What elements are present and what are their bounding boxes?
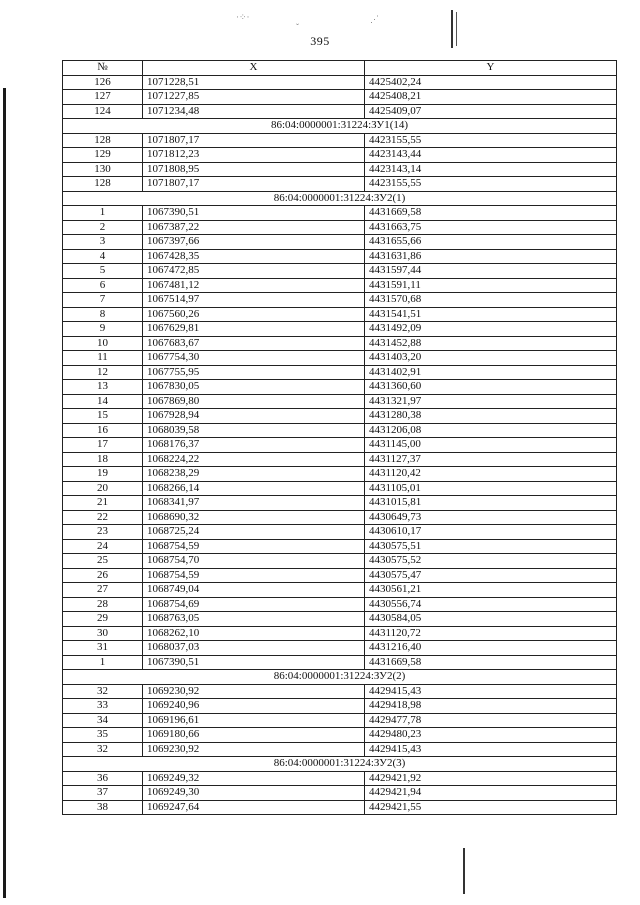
table-row	[63, 278, 617, 293]
y-coordinate: 4431321,97	[365, 394, 617, 409]
point-number: 26	[63, 568, 143, 583]
table-row	[63, 641, 617, 656]
x-coordinate: 1071807,17	[143, 133, 365, 148]
x-coordinate: 1069247,64	[143, 800, 365, 815]
y-coordinate: 4429477,78	[365, 713, 617, 728]
y-coordinate: 4431591,11	[365, 278, 617, 293]
table-row	[63, 380, 617, 395]
y-coordinate: 4431206,08	[365, 423, 617, 438]
section-header-row	[63, 119, 617, 134]
x-coordinate: 1068754,59	[143, 568, 365, 583]
table-row	[63, 409, 617, 424]
y-coordinate: 4431655,66	[365, 235, 617, 250]
y-coordinate: 4431280,38	[365, 409, 617, 424]
point-number: 4	[63, 249, 143, 264]
table-row	[63, 365, 617, 380]
y-coordinate: 4429421,94	[365, 786, 617, 801]
y-coordinate: 4431631,86	[365, 249, 617, 264]
point-number: 33	[63, 699, 143, 714]
point-number: 2	[63, 220, 143, 235]
table-row	[63, 162, 617, 177]
parcel-id: 86:04:0000001:31224:ЗУ1(14)	[63, 119, 617, 134]
y-coordinate: 4431127,37	[365, 452, 617, 467]
table-row	[63, 336, 617, 351]
point-number: 1	[63, 206, 143, 221]
point-number: 36	[63, 771, 143, 786]
x-coordinate: 1067428,35	[143, 249, 365, 264]
table-row	[63, 90, 617, 105]
x-coordinate: 1067472,85	[143, 264, 365, 279]
table-row	[63, 771, 617, 786]
point-number: 127	[63, 90, 143, 105]
table-row	[63, 423, 617, 438]
point-number: 10	[63, 336, 143, 351]
column-header-y: Y	[365, 61, 617, 76]
x-coordinate: 1067514,97	[143, 293, 365, 308]
point-number: 6	[63, 278, 143, 293]
scan-dust: ·⁘·	[236, 12, 250, 22]
table-row	[63, 235, 617, 250]
table-row	[63, 220, 617, 235]
y-coordinate: 4425402,24	[365, 75, 617, 90]
y-coordinate: 4429480,23	[365, 728, 617, 743]
table-row	[63, 568, 617, 583]
y-coordinate: 4431669,58	[365, 655, 617, 670]
table-row	[63, 438, 617, 453]
y-coordinate: 4431597,44	[365, 264, 617, 279]
x-coordinate: 1067830,05	[143, 380, 365, 395]
page-number: 395	[310, 34, 330, 48]
point-number: 18	[63, 452, 143, 467]
x-coordinate: 1071234,48	[143, 104, 365, 119]
table-row	[63, 612, 617, 627]
x-coordinate: 1068754,70	[143, 554, 365, 569]
y-coordinate: 4423155,55	[365, 177, 617, 192]
point-number: 14	[63, 394, 143, 409]
x-coordinate: 1068037,03	[143, 641, 365, 656]
table-row	[63, 206, 617, 221]
point-number: 128	[63, 133, 143, 148]
point-number: 32	[63, 742, 143, 757]
point-number: 35	[63, 728, 143, 743]
x-coordinate: 1069249,30	[143, 786, 365, 801]
point-number: 32	[63, 684, 143, 699]
table-row	[63, 481, 617, 496]
y-coordinate: 4429421,55	[365, 800, 617, 815]
table-row	[63, 177, 617, 192]
table-row	[63, 728, 617, 743]
point-number: 1	[63, 655, 143, 670]
point-number: 128	[63, 177, 143, 192]
x-coordinate: 1067629,81	[143, 322, 365, 337]
table-row	[63, 800, 617, 815]
point-number: 13	[63, 380, 143, 395]
x-coordinate: 1068262,10	[143, 626, 365, 641]
point-number: 20	[63, 481, 143, 496]
x-coordinate: 1067928,94	[143, 409, 365, 424]
y-coordinate: 4431015,81	[365, 496, 617, 511]
x-coordinate: 1069249,32	[143, 771, 365, 786]
y-coordinate: 4431663,75	[365, 220, 617, 235]
table-row	[63, 525, 617, 540]
x-coordinate: 1067755,95	[143, 365, 365, 380]
point-number: 30	[63, 626, 143, 641]
table-row	[63, 249, 617, 264]
y-coordinate: 4431216,40	[365, 641, 617, 656]
y-coordinate: 4429421,92	[365, 771, 617, 786]
x-coordinate: 1067683,67	[143, 336, 365, 351]
point-number: 38	[63, 800, 143, 815]
x-coordinate: 1069180,66	[143, 728, 365, 743]
y-coordinate: 4429415,43	[365, 742, 617, 757]
table-row	[63, 583, 617, 598]
x-coordinate: 1067390,51	[143, 655, 365, 670]
y-coordinate: 4430584,05	[365, 612, 617, 627]
point-number: 16	[63, 423, 143, 438]
y-coordinate: 4431570,68	[365, 293, 617, 308]
table-row	[63, 742, 617, 757]
point-number: 124	[63, 104, 143, 119]
table-row	[63, 539, 617, 554]
x-coordinate: 1067390,51	[143, 206, 365, 221]
y-coordinate: 4431360,60	[365, 380, 617, 395]
point-number: 22	[63, 510, 143, 525]
y-coordinate: 4423143,14	[365, 162, 617, 177]
point-number: 129	[63, 148, 143, 163]
y-coordinate: 4431452,88	[365, 336, 617, 351]
table-row	[63, 148, 617, 163]
table-row	[63, 786, 617, 801]
scan-artifact-line	[456, 12, 457, 46]
table-row	[63, 684, 617, 699]
table-row	[63, 597, 617, 612]
section-header-row	[63, 757, 617, 772]
x-coordinate: 1071808,95	[143, 162, 365, 177]
point-number: 5	[63, 264, 143, 279]
x-coordinate: 1068039,58	[143, 423, 365, 438]
point-number: 34	[63, 713, 143, 728]
y-coordinate: 4430575,51	[365, 539, 617, 554]
point-number: 8	[63, 307, 143, 322]
point-number: 7	[63, 293, 143, 308]
point-number: 21	[63, 496, 143, 511]
y-coordinate: 4431669,58	[365, 206, 617, 221]
y-coordinate: 4430610,17	[365, 525, 617, 540]
table-row	[63, 713, 617, 728]
parcel-id: 86:04:0000001:31224:ЗУ2(3)	[63, 757, 617, 772]
point-number: 25	[63, 554, 143, 569]
x-coordinate: 1071812,23	[143, 148, 365, 163]
y-coordinate: 4430561,21	[365, 583, 617, 598]
table-row	[63, 699, 617, 714]
column-header-x: X	[143, 61, 365, 76]
y-coordinate: 4423155,55	[365, 133, 617, 148]
section-header-row	[63, 191, 617, 206]
scan-artifact-line	[463, 848, 465, 894]
y-coordinate: 4431541,51	[365, 307, 617, 322]
coordinates-table	[62, 60, 617, 815]
table-row	[63, 496, 617, 511]
x-coordinate: 1068754,69	[143, 597, 365, 612]
point-number: 12	[63, 365, 143, 380]
y-coordinate: 4425408,21	[365, 90, 617, 105]
point-number: 17	[63, 438, 143, 453]
x-coordinate: 1071228,51	[143, 75, 365, 90]
y-coordinate: 4430575,52	[365, 554, 617, 569]
point-number: 31	[63, 641, 143, 656]
table-row	[63, 510, 617, 525]
scan-artifact-line	[451, 10, 453, 48]
x-coordinate: 1067397,66	[143, 235, 365, 250]
scan-dust: ⋰	[370, 14, 379, 24]
table-row	[63, 104, 617, 119]
point-number: 27	[63, 583, 143, 598]
x-coordinate: 1069230,92	[143, 684, 365, 699]
point-number: 28	[63, 597, 143, 612]
point-number: 24	[63, 539, 143, 554]
table-row	[63, 133, 617, 148]
table-row	[63, 264, 617, 279]
x-coordinate: 1068725,24	[143, 525, 365, 540]
y-coordinate: 4431120,72	[365, 626, 617, 641]
point-number: 9	[63, 322, 143, 337]
table-row	[63, 394, 617, 409]
point-number: 126	[63, 75, 143, 90]
x-coordinate: 1068690,32	[143, 510, 365, 525]
y-coordinate: 4423143,44	[365, 148, 617, 163]
coordinates-table-body	[63, 75, 617, 815]
y-coordinate: 4431492,09	[365, 322, 617, 337]
table-row	[63, 293, 617, 308]
x-coordinate: 1068763,05	[143, 612, 365, 627]
table-row	[63, 626, 617, 641]
point-number: 19	[63, 467, 143, 482]
point-number: 130	[63, 162, 143, 177]
table-row	[63, 75, 617, 90]
x-coordinate: 1069230,92	[143, 742, 365, 757]
table-row	[63, 322, 617, 337]
x-coordinate: 1067869,80	[143, 394, 365, 409]
y-coordinate: 4431403,20	[365, 351, 617, 366]
y-coordinate: 4431145,00	[365, 438, 617, 453]
y-coordinate: 4429415,43	[365, 684, 617, 699]
point-number: 23	[63, 525, 143, 540]
section-header-row	[63, 670, 617, 685]
parcel-id: 86:04:0000001:31224:ЗУ2(1)	[63, 191, 617, 206]
x-coordinate: 1068754,59	[143, 539, 365, 554]
y-coordinate: 4429418,98	[365, 699, 617, 714]
x-coordinate: 1069196,61	[143, 713, 365, 728]
table-row	[63, 351, 617, 366]
table-row	[63, 554, 617, 569]
point-number: 29	[63, 612, 143, 627]
column-header-number: №	[63, 61, 143, 76]
table-row	[63, 655, 617, 670]
x-coordinate: 1067754,30	[143, 351, 365, 366]
table-row	[63, 307, 617, 322]
y-coordinate: 4430575,47	[365, 568, 617, 583]
point-number: 3	[63, 235, 143, 250]
x-coordinate: 1068341,97	[143, 496, 365, 511]
y-coordinate: 4425409,07	[365, 104, 617, 119]
x-coordinate: 1071227,85	[143, 90, 365, 105]
x-coordinate: 1071807,17	[143, 177, 365, 192]
parcel-id: 86:04:0000001:31224:ЗУ2(2)	[63, 670, 617, 685]
x-coordinate: 1067481,12	[143, 278, 365, 293]
x-coordinate: 1068238,29	[143, 467, 365, 482]
y-coordinate: 4431402,91	[365, 365, 617, 380]
table-header-row	[63, 61, 617, 76]
x-coordinate: 1069240,96	[143, 699, 365, 714]
x-coordinate: 1067387,22	[143, 220, 365, 235]
y-coordinate: 4430649,73	[365, 510, 617, 525]
x-coordinate: 1068176,37	[143, 438, 365, 453]
scan-edge-mark	[3, 88, 6, 898]
point-number: 15	[63, 409, 143, 424]
point-number: 37	[63, 786, 143, 801]
scan-dust: ˇ	[296, 22, 299, 32]
y-coordinate: 4431105,01	[365, 481, 617, 496]
y-coordinate: 4430556,74	[365, 597, 617, 612]
x-coordinate: 1068266,14	[143, 481, 365, 496]
point-number: 11	[63, 351, 143, 366]
x-coordinate: 1068749,04	[143, 583, 365, 598]
x-coordinate: 1067560,26	[143, 307, 365, 322]
x-coordinate: 1068224,22	[143, 452, 365, 467]
y-coordinate: 4431120,42	[365, 467, 617, 482]
table-row	[63, 452, 617, 467]
table-row	[63, 467, 617, 482]
